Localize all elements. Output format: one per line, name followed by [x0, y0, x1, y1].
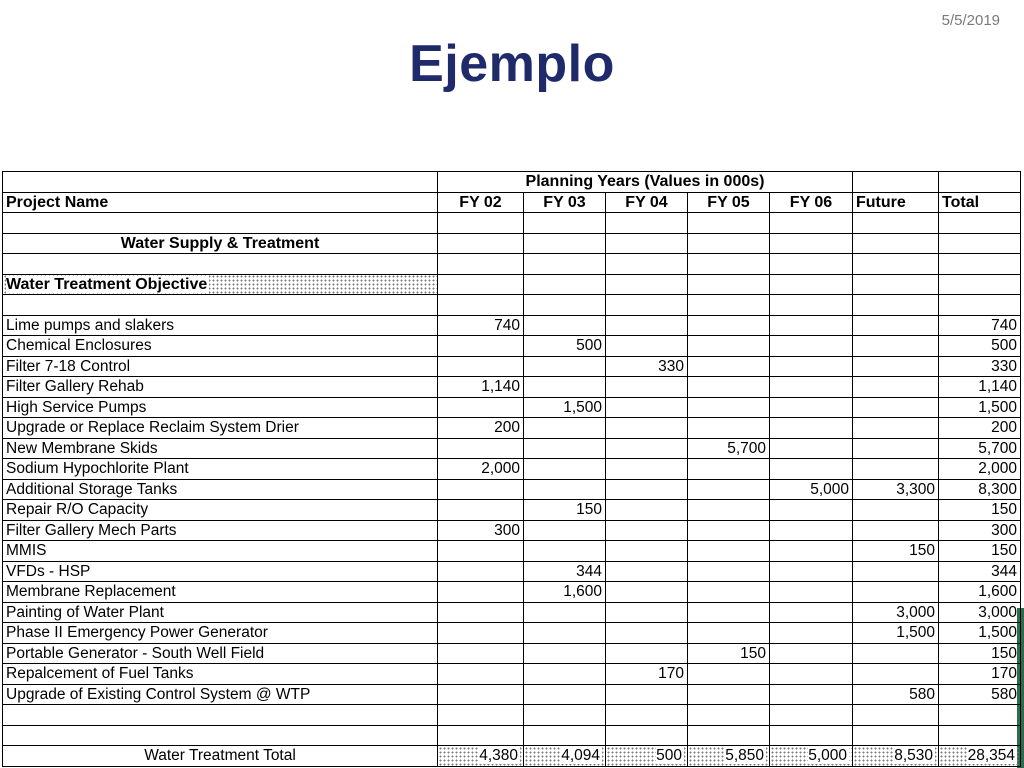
- value-cell-future: 3,300: [853, 479, 939, 500]
- value-cell-fy06: [770, 561, 853, 582]
- value-cell-fy04: [606, 438, 688, 459]
- project-name-cell: Filter Gallery Mech Parts: [3, 520, 438, 541]
- value-cell-fy05: [688, 623, 770, 644]
- total-label: Water Treatment Total: [3, 746, 438, 767]
- total-future: [853, 746, 939, 767]
- value-cell-fy04: [606, 500, 688, 521]
- value-cell-fy03: [524, 377, 606, 398]
- value-cell-future: [853, 643, 939, 664]
- value-cell-fy05: [688, 541, 770, 562]
- table-row: [3, 418, 1021, 439]
- value-cell-total: 1,600: [939, 582, 1021, 603]
- value-cell-total: 330: [939, 356, 1021, 377]
- value-cell-future: [853, 438, 939, 459]
- column-header-fy06: FY 06: [770, 192, 853, 213]
- value-cell-fy04: [606, 561, 688, 582]
- column-header-total: Total: [939, 192, 1021, 213]
- value-cell-fy02: 2,000: [438, 459, 524, 480]
- value-cell-fy05: [688, 397, 770, 418]
- project-name-cell: Filter Gallery Rehab: [3, 377, 438, 398]
- section-row: [3, 233, 1021, 254]
- value-cell-fy04: [606, 418, 688, 439]
- spacer-row: [3, 705, 1021, 726]
- value-cell-future: [853, 561, 939, 582]
- blank-cell: [939, 172, 1021, 193]
- value-cell-fy02: [438, 397, 524, 418]
- subsection-row: [3, 274, 1021, 295]
- value-cell-fy03: [524, 520, 606, 541]
- value-cell-fy02: [438, 500, 524, 521]
- project-name-cell: MMIS: [3, 541, 438, 562]
- total-fy06-value: 5,000: [808, 747, 847, 765]
- project-name-cell: Repalcement of Fuel Tanks: [3, 664, 438, 685]
- value-cell-fy02: [438, 664, 524, 685]
- value-cell-fy06: [770, 459, 853, 480]
- blank-cell: [3, 172, 438, 193]
- table-row: [3, 561, 1021, 582]
- value-cell-fy06: 5,000: [770, 479, 853, 500]
- value-cell-fy05: [688, 459, 770, 480]
- slide-title: Ejemplo: [409, 35, 615, 93]
- total-fy04-value: 500: [656, 747, 682, 765]
- value-cell-total: 150: [939, 643, 1021, 664]
- value-cell-fy06: [770, 541, 853, 562]
- value-cell-fy04: [606, 541, 688, 562]
- value-cell-fy05: [688, 582, 770, 603]
- value-cell-fy04: [606, 377, 688, 398]
- value-cell-fy03: [524, 459, 606, 480]
- value-cell-future: [853, 377, 939, 398]
- table-row: [3, 459, 1021, 480]
- value-cell-fy02: [438, 623, 524, 644]
- value-cell-total: 200: [939, 418, 1021, 439]
- value-cell-future: 580: [853, 684, 939, 705]
- blank-cell: [853, 172, 939, 193]
- value-cell-future: [853, 459, 939, 480]
- table-row: [3, 664, 1021, 685]
- table-row: [3, 356, 1021, 377]
- value-cell-fy06: [770, 684, 853, 705]
- table-row: [3, 602, 1021, 623]
- value-cell-fy02: 300: [438, 520, 524, 541]
- value-cell-fy03: [524, 664, 606, 685]
- table-row: [3, 582, 1021, 603]
- value-cell-future: [853, 500, 939, 521]
- table-row: [3, 336, 1021, 357]
- project-name-cell: Chemical Enclosures: [3, 336, 438, 357]
- project-name-cell: Phase II Emergency Power Generator: [3, 623, 438, 644]
- project-name-cell: Painting of Water Plant: [3, 602, 438, 623]
- value-cell-fy06: [770, 623, 853, 644]
- project-name-cell: New Membrane Skids: [3, 438, 438, 459]
- planning-table: [2, 171, 1021, 767]
- project-name-cell: Upgrade or Replace Reclaim System Drier: [3, 418, 438, 439]
- value-cell-fy02: [438, 438, 524, 459]
- total-fy03-value: 4,094: [561, 747, 600, 765]
- value-cell-future: [853, 397, 939, 418]
- column-header-project-name: Project Name: [3, 192, 438, 213]
- table-row: [3, 684, 1021, 705]
- value-cell-fy03: [524, 418, 606, 439]
- column-header-fy05: FY 05: [688, 192, 770, 213]
- value-cell-fy02: [438, 582, 524, 603]
- value-cell-fy03: [524, 602, 606, 623]
- value-cell-fy05: [688, 664, 770, 685]
- total-total-value: 28,354: [967, 747, 1015, 765]
- project-name-cell: Sodium Hypochlorite Plant: [3, 459, 438, 480]
- subsection-title: Water Treatment Objective: [6, 275, 208, 293]
- spacer-row: [3, 254, 1021, 275]
- value-cell-fy04: [606, 479, 688, 500]
- project-name-cell: High Service Pumps: [3, 397, 438, 418]
- value-cell-total: 1,140: [939, 377, 1021, 398]
- value-cell-fy05: [688, 336, 770, 357]
- column-header-fy02: FY 02: [438, 192, 524, 213]
- value-cell-fy04: [606, 315, 688, 336]
- value-cell-fy03: [524, 684, 606, 705]
- value-cell-fy05: 150: [688, 643, 770, 664]
- value-cell-total: 150: [939, 500, 1021, 521]
- project-rows: [3, 315, 1021, 705]
- total-fy03: [524, 746, 606, 767]
- value-cell-fy03: 1,500: [524, 397, 606, 418]
- value-cell-fy02: 740: [438, 315, 524, 336]
- value-cell-future: [853, 356, 939, 377]
- total-fy05: [688, 746, 770, 767]
- value-cell-future: [853, 315, 939, 336]
- value-cell-fy02: [438, 479, 524, 500]
- spacer-row: [3, 213, 1021, 234]
- value-cell-fy05: [688, 479, 770, 500]
- value-cell-fy06: [770, 582, 853, 603]
- value-cell-future: [853, 582, 939, 603]
- total-fy04: [606, 746, 688, 767]
- value-cell-future: 3,000: [853, 602, 939, 623]
- value-cell-fy02: [438, 336, 524, 357]
- value-cell-fy05: [688, 684, 770, 705]
- value-cell-total: 344: [939, 561, 1021, 582]
- value-cell-total: 740: [939, 315, 1021, 336]
- value-cell-fy06: [770, 643, 853, 664]
- project-name-cell: Membrane Replacement: [3, 582, 438, 603]
- column-header-future: Future: [853, 192, 939, 213]
- value-cell-fy04: [606, 602, 688, 623]
- value-cell-fy06: [770, 377, 853, 398]
- table-row: [3, 643, 1021, 664]
- value-cell-fy04: 330: [606, 356, 688, 377]
- project-name-cell: Additional Storage Tanks: [3, 479, 438, 500]
- project-name-cell: Lime pumps and slakers: [3, 315, 438, 336]
- value-cell-fy03: 1,600: [524, 582, 606, 603]
- value-cell-fy04: [606, 520, 688, 541]
- value-cell-future: 150: [853, 541, 939, 562]
- spacer-row: [3, 725, 1021, 746]
- value-cell-future: [853, 418, 939, 439]
- value-cell-fy04: [606, 397, 688, 418]
- total-future-value: 8,530: [894, 747, 933, 765]
- value-cell-fy04: [606, 684, 688, 705]
- value-cell-fy02: [438, 541, 524, 562]
- value-cell-fy03: 344: [524, 561, 606, 582]
- value-cell-fy05: [688, 500, 770, 521]
- total-row: [3, 746, 1021, 767]
- value-cell-fy05: [688, 418, 770, 439]
- value-cell-fy06: [770, 397, 853, 418]
- value-cell-future: 1,500: [853, 623, 939, 644]
- value-cell-total: 580: [939, 684, 1021, 705]
- value-cell-total: 150: [939, 541, 1021, 562]
- table-row: [3, 520, 1021, 541]
- table-row: [3, 623, 1021, 644]
- value-cell-fy04: [606, 459, 688, 480]
- value-cell-fy06: [770, 315, 853, 336]
- project-name-cell: Repair R/O Capacity: [3, 500, 438, 521]
- value-cell-fy02: [438, 602, 524, 623]
- table-row: [3, 500, 1021, 521]
- value-cell-fy06: [770, 418, 853, 439]
- value-cell-fy05: [688, 561, 770, 582]
- value-cell-future: [853, 336, 939, 357]
- value-cell-fy04: [606, 582, 688, 603]
- value-cell-fy02: 1,140: [438, 377, 524, 398]
- value-cell-total: 170: [939, 664, 1021, 685]
- value-cell-fy06: [770, 520, 853, 541]
- value-cell-fy05: [688, 520, 770, 541]
- column-header-fy03: FY 03: [524, 192, 606, 213]
- table-row: [3, 438, 1021, 459]
- value-cell-fy05: [688, 602, 770, 623]
- value-cell-fy03: [524, 479, 606, 500]
- value-cell-total: 1,500: [939, 623, 1021, 644]
- table-row: [3, 397, 1021, 418]
- value-cell-fy06: [770, 356, 853, 377]
- total-total: [939, 746, 1021, 767]
- value-cell-total: 500: [939, 336, 1021, 357]
- total-fy02: [438, 746, 524, 767]
- value-cell-fy05: [688, 315, 770, 336]
- value-cell-fy02: [438, 561, 524, 582]
- total-fy02-value: 4,380: [479, 747, 518, 765]
- value-cell-fy06: [770, 438, 853, 459]
- value-cell-fy05: [688, 356, 770, 377]
- value-cell-total: 2,000: [939, 459, 1021, 480]
- value-cell-total: 1,500: [939, 397, 1021, 418]
- value-cell-fy02: [438, 643, 524, 664]
- value-cell-fy03: [524, 643, 606, 664]
- value-cell-fy02: 200: [438, 418, 524, 439]
- spacer-row: [3, 295, 1021, 316]
- value-cell-fy04: 170: [606, 664, 688, 685]
- group-header: Planning Years (Values in 000s): [438, 172, 853, 193]
- value-cell-future: [853, 520, 939, 541]
- table-row: [3, 377, 1021, 398]
- table-row: [3, 541, 1021, 562]
- value-cell-total: 5,700: [939, 438, 1021, 459]
- project-name-cell: Filter 7-18 Control: [3, 356, 438, 377]
- value-cell-fy03: 150: [524, 500, 606, 521]
- value-cell-total: 300: [939, 520, 1021, 541]
- slide-date: 5/5/2019: [941, 12, 1000, 29]
- value-cell-fy02: [438, 684, 524, 705]
- value-cell-fy03: [524, 315, 606, 336]
- value-cell-fy04: [606, 336, 688, 357]
- value-cell-fy05: [688, 377, 770, 398]
- value-cell-fy06: [770, 664, 853, 685]
- value-cell-fy06: [770, 336, 853, 357]
- value-cell-fy04: [606, 643, 688, 664]
- value-cell-fy03: [524, 438, 606, 459]
- total-fy06: [770, 746, 853, 767]
- value-cell-fy03: [524, 623, 606, 644]
- value-cell-total: 8,300: [939, 479, 1021, 500]
- project-name-cell: Upgrade of Existing Control System @ WTP: [3, 684, 438, 705]
- project-name-cell: VFDs - HSP: [3, 561, 438, 582]
- value-cell-future: [853, 664, 939, 685]
- section-title: Water Supply & Treatment: [3, 233, 438, 254]
- project-name-cell: Portable Generator - South Well Field: [3, 643, 438, 664]
- column-header-row: [3, 192, 1021, 213]
- value-cell-total: 3,000: [939, 602, 1021, 623]
- value-cell-fy06: [770, 602, 853, 623]
- value-cell-fy05: 5,700: [688, 438, 770, 459]
- table-row: [3, 479, 1021, 500]
- value-cell-fy06: [770, 500, 853, 521]
- group-header-row: [3, 172, 1021, 193]
- value-cell-fy03: [524, 356, 606, 377]
- table-row: [3, 315, 1021, 336]
- value-cell-fy02: [438, 356, 524, 377]
- value-cell-fy03: [524, 541, 606, 562]
- column-header-fy04: FY 04: [606, 192, 688, 213]
- total-fy05-value: 5,850: [725, 747, 764, 765]
- subsection-cell: [3, 274, 438, 295]
- value-cell-fy03: 500: [524, 336, 606, 357]
- value-cell-fy04: [606, 623, 688, 644]
